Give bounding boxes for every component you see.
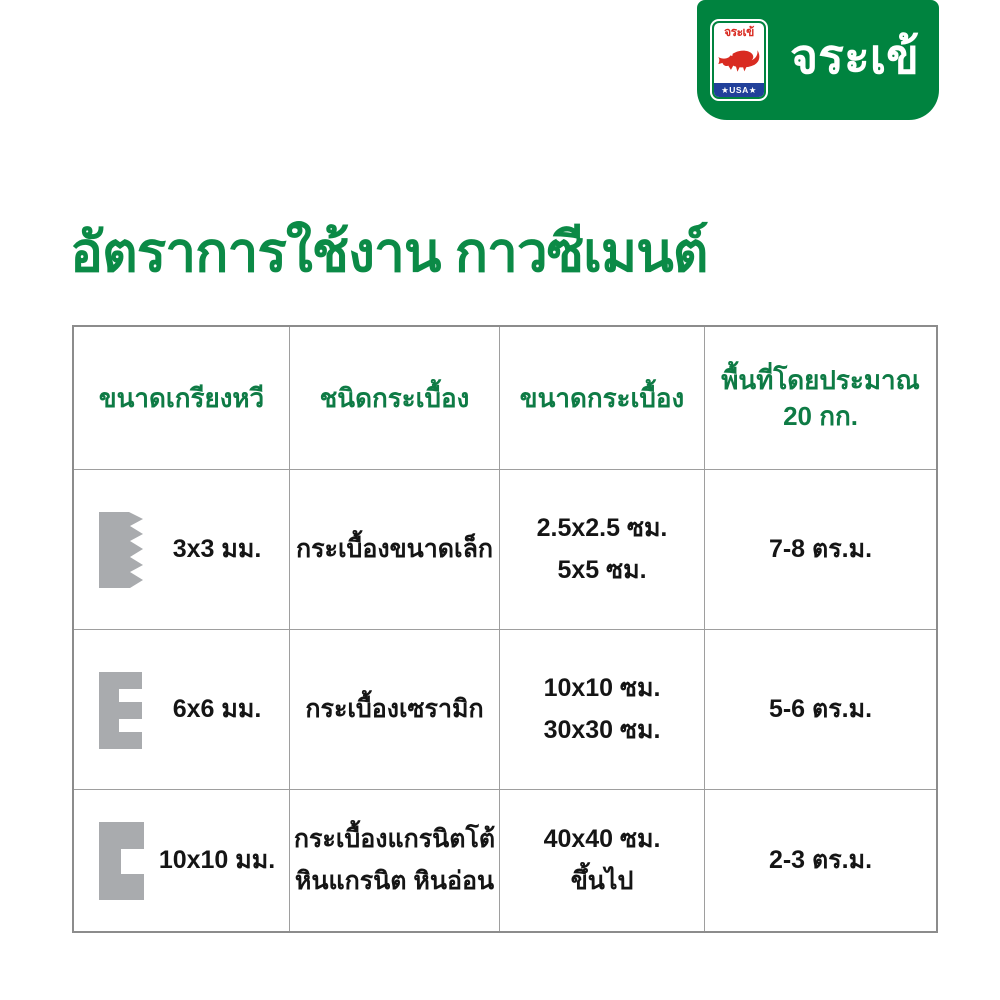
header-coverage: พื้นที่โดยประมาณ 20 กก. <box>705 327 936 470</box>
table-row-1-tile-size: 2.5x2.5 ซม. 5x5 ซม. <box>500 470 705 630</box>
header-trowel-size: ขนาดเกรียงหวี <box>74 327 290 470</box>
header-tile-type: ชนิดกระเบื้อง <box>290 327 500 470</box>
table-row-2-trowel <box>74 630 290 790</box>
table-row-2-coverage: 5-6 ตร.ม. <box>705 630 936 790</box>
table-row-3-tile-size: 40x40 ซม. ขึ้นไป <box>500 790 705 931</box>
brand-badge-frame <box>712 21 766 99</box>
table-row-3-tile-type: กระเบื้องแกรนิตโต้ หินแกรนิต หินอ่อน <box>290 790 500 931</box>
badge-usa-banner <box>714 83 764 97</box>
table-row-2-tile-type: กระเบื้องเซรามิก <box>290 630 500 790</box>
table-row-3-coverage: 2-3 ตร.ม. <box>768 845 873 874</box>
header-tile-size: ขนาดกระเบื้อง <box>500 327 705 470</box>
table-row-1-trowel <box>74 470 290 630</box>
trowel-size-label: 3x3 มม. <box>172 534 262 563</box>
trowel-size-label: 10x10 มม. <box>158 845 276 874</box>
badge-usa-text: ★USA★ <box>721 84 757 95</box>
table-row-3-trowel <box>74 790 290 931</box>
trowel-size-label: 6x6 มม. <box>172 694 262 723</box>
table-row-2-tile-size: 10x10 ซม. 30x30 ซม. <box>500 630 705 790</box>
table-row-1-tile-type: กระเบื้องขนาดเล็ก <box>290 470 500 630</box>
trowel-wide-notch-icon <box>99 821 145 901</box>
usage-rate-table <box>72 325 938 933</box>
trowel-square-teeth-icon <box>99 670 145 750</box>
brand-badge <box>710 19 768 101</box>
table-row-1-coverage: 7-8 ตร.ม. <box>705 470 936 630</box>
brand-wordmark: จระเข้ <box>790 31 919 84</box>
crocodile-icon <box>714 38 764 83</box>
page-title: อัตราการใช้งาน กาวซีเมนต์ <box>70 221 708 283</box>
brand-logo-tab <box>697 0 939 120</box>
trowel-pointed-teeth-icon <box>99 510 145 590</box>
badge-brand-text: จระเข้ <box>724 25 754 39</box>
